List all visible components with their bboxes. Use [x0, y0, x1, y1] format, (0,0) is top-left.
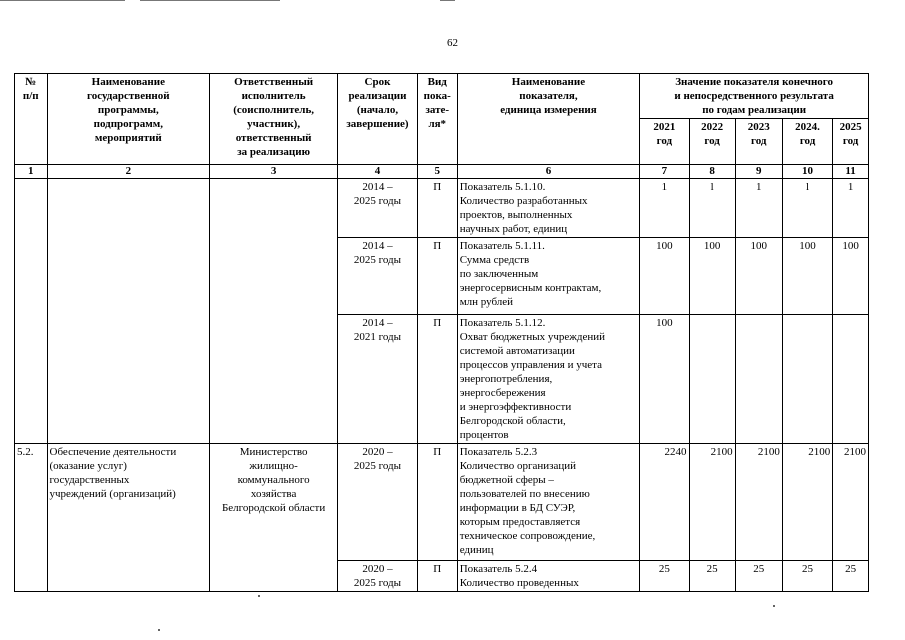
value-cell: 1: [833, 179, 869, 238]
row-number-cell: [15, 179, 48, 444]
value-cell: 2100: [782, 444, 832, 561]
header-year: 2022 год: [689, 119, 735, 165]
value-cell: 100: [782, 238, 832, 315]
responsible-cell: [210, 179, 338, 444]
column-number: 3: [210, 165, 338, 179]
indicator-name-cell: Показатель 5.1.12. Охват бюджетных учреждений системой автоматизации процессов управления и учета энергопотребления, энергосбережения и энергоэффективности Белгородской области, процентов: [457, 315, 640, 444]
column-number: 9: [735, 165, 782, 179]
column-number: 1: [15, 165, 48, 179]
header-number: № п/п: [15, 74, 48, 165]
value-cell: 2100: [833, 444, 869, 561]
value-cell: 2240: [640, 444, 689, 561]
header-year: 2025 год: [833, 119, 869, 165]
indicator-name-cell: Показатель 5.2.4 Количество проведенных: [457, 561, 640, 592]
value-cell: 100: [640, 238, 689, 315]
header-responsible: Ответственный исполнитель (соисполнитель, участник), ответственный за реализацию: [210, 74, 338, 165]
value-cell: 1: [735, 179, 782, 238]
column-number: 2: [47, 165, 210, 179]
value-cell: 100: [833, 238, 869, 315]
program-name-cell: Обеспечение деятельности (оказание услуг) государственных учреждений (организаций): [47, 444, 210, 592]
column-number: 11: [833, 165, 869, 179]
value-cell: l: [782, 179, 832, 238]
indicator-kind-cell: П: [417, 179, 457, 238]
header-program-name: Наименование государственной программы, подпрограмм, мероприятий: [47, 74, 210, 165]
value-cell: 100: [735, 238, 782, 315]
row-number-cell: 5.2.: [15, 444, 48, 592]
value-cell: 100: [689, 238, 735, 315]
header-year: 2021 год: [640, 119, 689, 165]
column-number: 4: [338, 165, 418, 179]
column-number: 6: [457, 165, 640, 179]
indicators-table: [14, 73, 869, 592]
value-cell: 25: [782, 561, 832, 592]
term-cell: 2020 – 2025 годы: [338, 561, 418, 592]
header-values: Значение показателя конечного и непосредственного результата по годам реализации: [640, 74, 869, 119]
value-cell: 100: [640, 315, 689, 444]
value-cell: 25: [640, 561, 689, 592]
indicator-kind-cell: П: [417, 238, 457, 315]
page-number: 62: [447, 37, 458, 49]
term-cell: 2014 – 2025 годы: [338, 238, 418, 315]
value-cell: 25: [833, 561, 869, 592]
header-indicator-kind: Вид пока- зате- ля*: [417, 74, 457, 165]
value-cell: [735, 315, 782, 444]
term-cell: 2014 – 2025 годы: [338, 179, 418, 238]
table-row: [15, 444, 869, 561]
value-cell: [833, 315, 869, 444]
program-name-cell: [47, 179, 210, 444]
header-year: 2024. год: [782, 119, 832, 165]
value-cell: 2100: [689, 444, 735, 561]
indicator-name-cell: Показатель 5.2.3 Количество организаций бюджетной сферы – пользователей по внесению информации в БД СУЭР, которым предоставляется техническое сопровождение, единиц: [457, 444, 640, 561]
indicator-kind-cell: П: [417, 561, 457, 592]
indicator-name-cell: Показатель 5.1.11. Сумма средств по заключенным энергосервисным контрактам, млн рублей: [457, 238, 640, 315]
column-number: 10: [782, 165, 832, 179]
header-indicator-name: Наименование показателя, единица измерения: [457, 74, 640, 165]
scan-edge-line: [0, 0, 125, 1]
scan-edge-line: [140, 0, 280, 1]
header-term: Срок реализации (начало, завершение): [338, 74, 418, 165]
value-cell: 1: [640, 179, 689, 238]
scan-speck: [773, 605, 775, 607]
column-number: 7: [640, 165, 689, 179]
indicator-name-cell: Показатель 5.1.10. Количество разработанных проектов, выполненных научных работ, единиц: [457, 179, 640, 238]
value-cell: l: [689, 179, 735, 238]
value-cell: [782, 315, 832, 444]
table-row: [15, 179, 869, 238]
responsible-cell: Министерство жилищно- коммунального хозяйства Белгородской области: [210, 444, 338, 592]
value-cell: [689, 315, 735, 444]
scan-speck: [258, 595, 260, 597]
column-number: 5: [417, 165, 457, 179]
scan-speck: [158, 629, 160, 631]
column-number: 8: [689, 165, 735, 179]
indicator-kind-cell: П: [417, 315, 457, 444]
value-cell: 2100: [735, 444, 782, 561]
value-cell: 25: [735, 561, 782, 592]
term-cell: 2014 – 2021 годы: [338, 315, 418, 444]
indicator-kind-cell: П: [417, 444, 457, 561]
term-cell: 2020 – 2025 годы: [338, 444, 418, 561]
value-cell: 25: [689, 561, 735, 592]
scan-edge-line: [440, 0, 455, 1]
header-year: 2023 год: [735, 119, 782, 165]
